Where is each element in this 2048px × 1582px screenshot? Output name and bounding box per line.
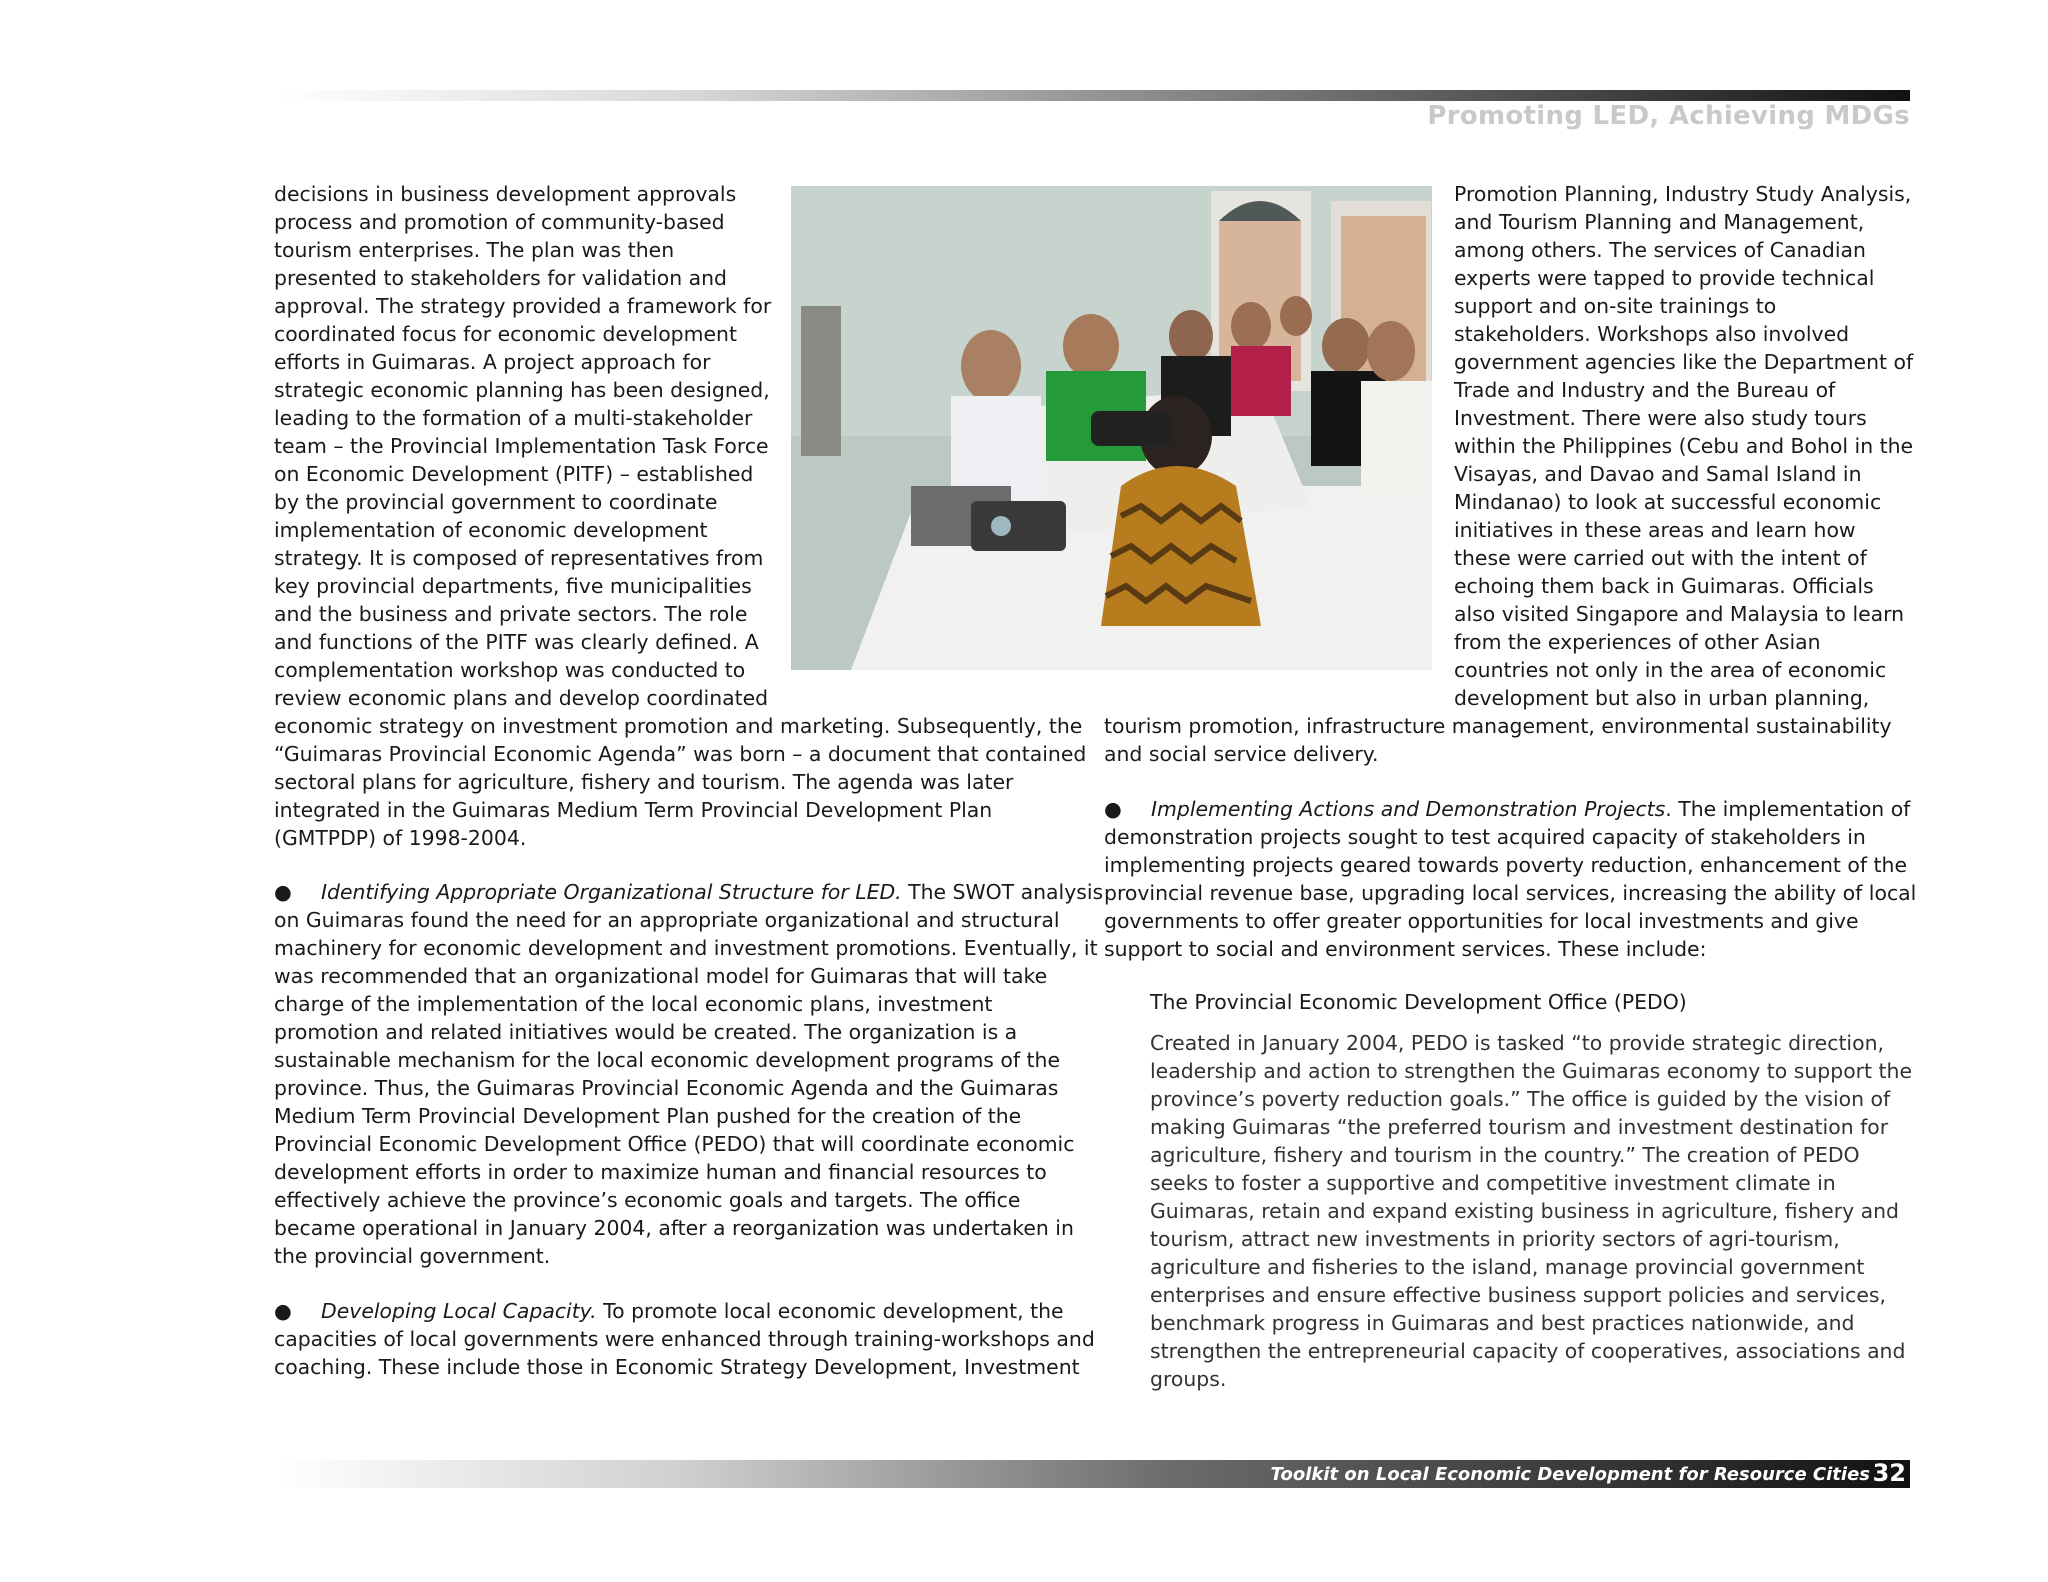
pedo-heading: The Provincial Economic Development Office (PEDO) (1150, 990, 1687, 1014)
text-line: making Guimaras “the preferred tourism and investment destination for (1150, 1115, 1889, 1139)
text-line: key provincial departments, five municipalities (274, 574, 752, 598)
text-line: integrated in the Guimaras Medium Term Provincial Development Plan (274, 798, 993, 822)
text-line: these were carried out with the intent of (1454, 546, 1867, 570)
text-line: governments to offer greater opportunities for local investments and give (1104, 909, 1859, 933)
text-line: enterprises and ensure effective business support policies and services, (1150, 1283, 1886, 1307)
text-line: agriculture and fisheries to the island, manage provincial government (1150, 1255, 1865, 1279)
bullet-title: Developing Local Capacity. (321, 1299, 597, 1323)
right-full-text (1104, 712, 1892, 768)
text-line: tourism enterprises. The plan was then (274, 238, 675, 262)
pedo-description (1150, 1029, 1912, 1393)
bullet-first-line (274, 878, 1103, 906)
text-line: benchmark progress in Guimaras and best practices nationwide, and (1150, 1311, 1855, 1335)
text-line: decisions in business development approvals (274, 182, 737, 206)
text-line: strategy. It is composed of representatives from (274, 546, 764, 570)
text-line: Mindanao) to look at successful economic (1454, 490, 1882, 514)
text-line: development efforts in order to maximize human and financial resources to (274, 1160, 1047, 1184)
bullet-icon: ● (1104, 797, 1122, 821)
text-line: coordinated focus for economic development (274, 322, 737, 346)
text-line: initiatives in these areas and learn how (1454, 518, 1856, 542)
bullet-org-structure (274, 878, 1103, 1270)
text-line: machinery for economic development and investment promotions. Eventually, it (274, 936, 1098, 960)
text-line: approval. The strategy provided a framework for (274, 294, 772, 318)
right-intro-text (1454, 180, 1913, 712)
header-rule (278, 90, 1910, 101)
text-line: agriculture, fishery and tourism in the country.” The creation of PEDO (1150, 1143, 1860, 1167)
text-line: among others. The services of Canadian (1454, 238, 1866, 262)
bullet-title: Identifying Appropriate Organizational Structure for LED. (321, 880, 902, 904)
text-line: support and on-site trainings to (1454, 294, 1777, 318)
text-line: the provincial government. (274, 1244, 551, 1268)
text-line: and the business and private sectors. The role (274, 602, 748, 626)
text-line: stakeholders. Workshops also involved (1454, 322, 1850, 346)
text-line: capacities of local governments were enhanced through training-workshops and (274, 1327, 1095, 1351)
text-line: coaching. These include those in Economic Strategy Development, Investment (274, 1355, 1080, 1379)
text-line: also visited Singapore and Malaysia to learn (1454, 602, 1905, 626)
bullet-local-capacity (274, 1297, 1095, 1381)
text-line: within the Philippines (Cebu and Bohol in the (1454, 434, 1914, 458)
text-line: strategic economic planning has been designed, (274, 378, 770, 402)
text-line: (GMTPDP) of 1998-2004. (274, 826, 527, 850)
text-line: “Guimaras Provincial Economic Agenda” was born – a document that contained (274, 742, 1087, 766)
text-line: on Guimaras found the need for an appropriate organizational and structural (274, 908, 1060, 932)
text-line: and Tourism Planning and Management, (1454, 210, 1865, 234)
text-line: support to social and environment services. These include: (1104, 937, 1707, 961)
text-line: Trade and Industry and the Bureau of (1454, 378, 1836, 402)
text-line: Guimaras, retain and expand existing business in agriculture, fishery and (1150, 1199, 1899, 1223)
text-line: became operational in January 2004, after a reorganization was undertaken in (274, 1216, 1074, 1240)
text-line: sectoral plans for agriculture, fishery and tourism. The agenda was later (274, 770, 1014, 794)
text-line: seeks to foster a supportive and competitive investment climate in (1150, 1171, 1836, 1195)
text-line: countries not only in the area of economic (1454, 658, 1887, 682)
text-line: leading to the formation of a multi-stakeholder (274, 406, 753, 430)
text-line: implementing projects geared towards poverty reduction, enhancement of the (1104, 853, 1908, 877)
workshop-photo-illustration (791, 186, 1432, 670)
text-line: province’s poverty reduction goals.” The office is guided by the vision of (1150, 1087, 1891, 1111)
left-intro-text (274, 180, 771, 712)
text-line: by the provincial government to coordinate (274, 490, 718, 514)
bullet-lead: The SWOT analysis (901, 880, 1104, 904)
text-line: demonstration projects sought to test acquired capacity of stakeholders in (1104, 825, 1866, 849)
footer-title: Toolkit on Local Economic Development for Resource Cities (1270, 1464, 1870, 1485)
text-line: was recommended that an organizational model for Guimaras that will take (274, 964, 1048, 988)
text-line: from the experiences of other Asian (1454, 630, 1821, 654)
text-line: Medium Term Provincial Development Plan pushed for the creation of the (274, 1104, 1022, 1128)
text-line: implementation of economic development (274, 518, 708, 542)
text-line: on Economic Development (PITF) – established (274, 462, 754, 486)
text-line: process and promotion of community-based (274, 210, 725, 234)
text-line: strengthen the entrepreneurial capacity of cooperatives, associations and (1150, 1339, 1906, 1363)
text-line: complementation workshop was conducted to (274, 658, 746, 682)
text-line: promotion and related initiatives would be created. The organization is a (274, 1020, 1018, 1044)
text-line: tourism promotion, infrastructure management, environmental sustainability (1104, 714, 1892, 738)
text-line: and functions of the PITF was clearly defined. A (274, 630, 759, 654)
bullet-lead: . The implementation of (1665, 797, 1911, 821)
text-line: Promotion Planning, Industry Study Analysis, (1454, 182, 1912, 206)
text-line: Visayas, and Davao and Samal Island in (1454, 462, 1862, 486)
text-line: province. Thus, the Guimaras Provincial Economic Agenda and the Guimaras (274, 1076, 1059, 1100)
workshop-photo (791, 186, 1432, 670)
text-line: economic strategy on investment promotion and marketing. Subsequently, the (274, 714, 1083, 738)
text-line: government agencies like the Department of (1454, 350, 1914, 374)
text-line: team – the Provincial Implementation Task Force (274, 434, 769, 458)
text-line: Investment. There were also study tours (1454, 406, 1867, 430)
text-line: groups. (1150, 1367, 1227, 1391)
text-line: review economic plans and develop coordinated (274, 686, 769, 710)
text-line: development but also in urban planning, (1454, 686, 1870, 710)
bullet-icon: ● (274, 880, 292, 904)
bullet-title: Implementing Actions and Demonstration Projects (1151, 797, 1666, 821)
text-line: provincial revenue base, upgrading local services, increasing the ability of local (1104, 881, 1917, 905)
text-line: Provincial Economic Development Office (PEDO) that will coordinate economic (274, 1132, 1075, 1156)
running-title: Promoting LED, Achieving MDGs (1427, 101, 1910, 131)
text-line: charge of the implementation of the local economic plans, investment (274, 992, 993, 1016)
text-line: sustainable mechanism for the local economic development programs of the (274, 1048, 1061, 1072)
left-full-text (274, 712, 1086, 852)
text-line: experts were tapped to provide technical (1454, 266, 1875, 290)
text-line: leadership and action to strengthen the Guimaras economy to support the (1150, 1059, 1912, 1083)
text-line: echoing them back in Guimaras. Officials (1454, 574, 1874, 598)
page-number: 32 (1872, 1459, 1906, 1487)
bullet-demo-projects (1104, 795, 1916, 963)
bullet-lead: To promote local economic development, the (596, 1299, 1064, 1323)
bullet-first-line (274, 1297, 1095, 1325)
text-line: tourism, attract new investments in priority sectors of agri-tourism, (1150, 1227, 1840, 1251)
text-line: efforts in Guimaras. A project approach for (274, 350, 711, 374)
text-line: Created in January 2004, PEDO is tasked “to provide strategic direction, (1150, 1031, 1884, 1055)
text-line: and social service delivery. (1104, 742, 1379, 766)
bullet-icon: ● (274, 1299, 292, 1323)
text-line: effectively achieve the province’s economic goals and targets. The office (274, 1188, 1021, 1212)
bullet-first-line (1104, 795, 1916, 823)
text-line: presented to stakeholders for validation and (274, 266, 727, 290)
